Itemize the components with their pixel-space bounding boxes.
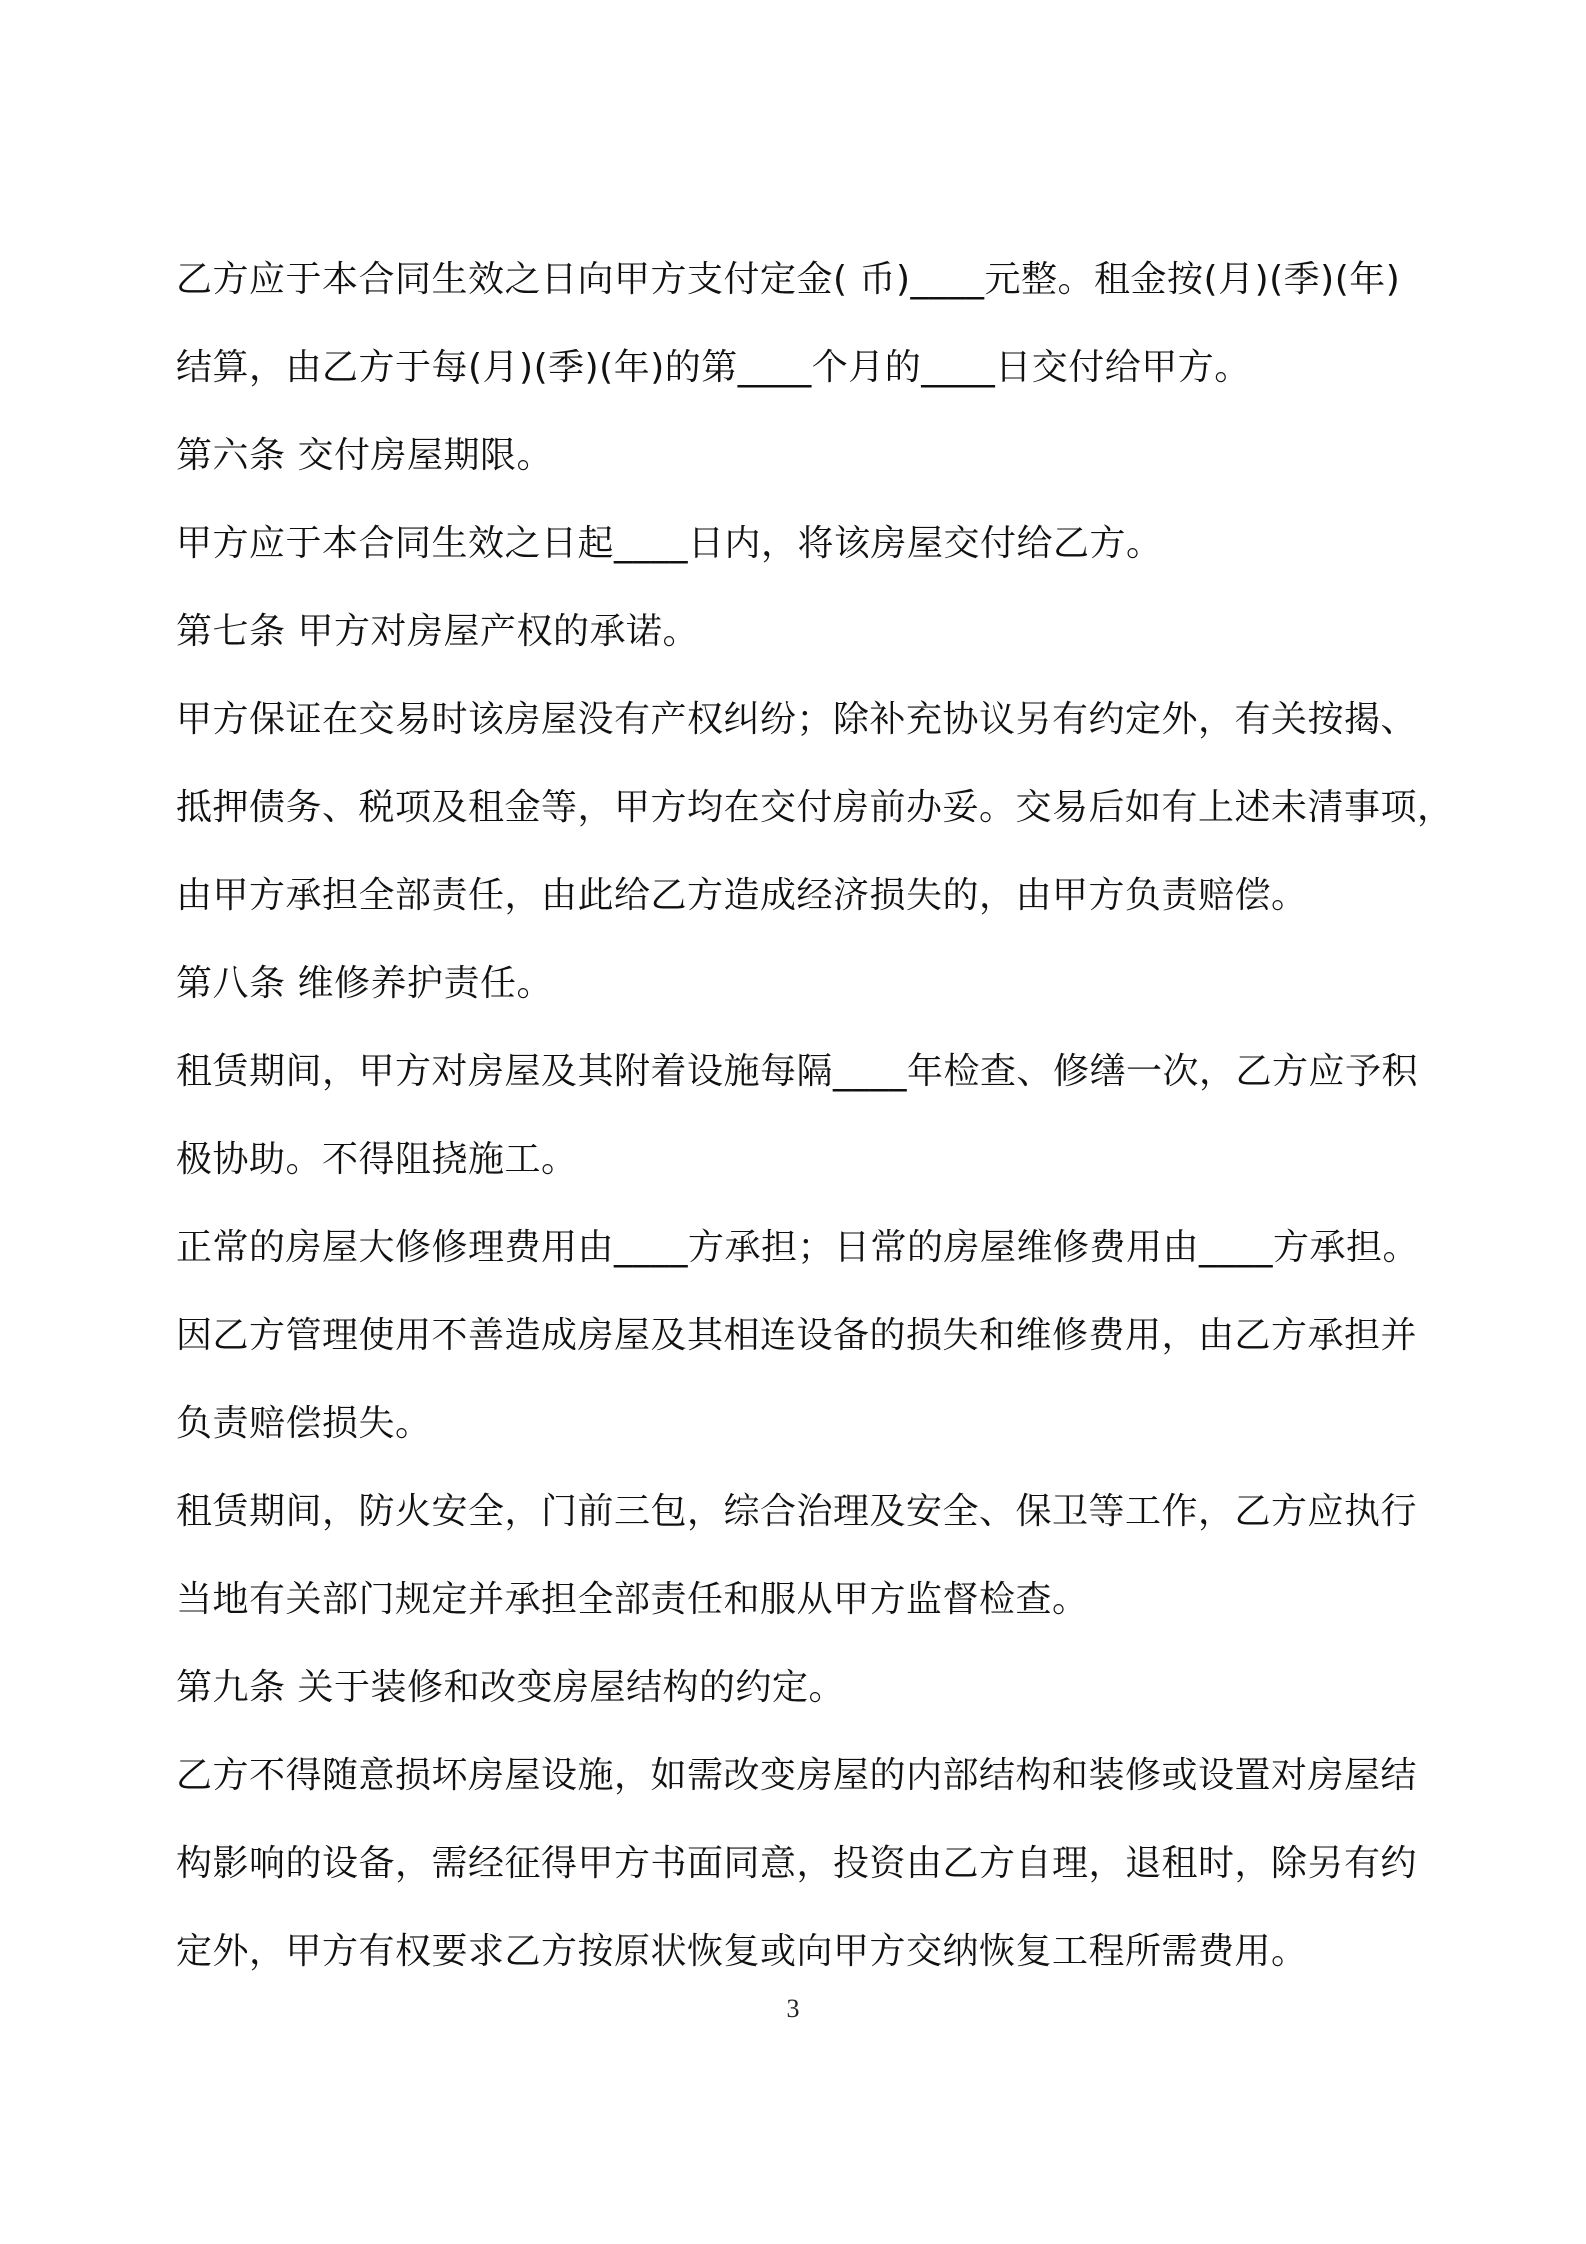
- paragraph-line: 租赁期间，甲方对房屋及其附着设施每隔____年检查、修缮一次，乙方应予积: [176, 1051, 1419, 1092]
- section-heading: 第九条 关于装修和改变房屋结构的约定。: [176, 1667, 845, 1708]
- section-heading: 第八条 维修养护责任。: [176, 963, 553, 1004]
- section-heading: 第七条 甲方对房屋产权的承诺。: [176, 611, 699, 652]
- paragraph-line: 当地有关部门规定并承担全部责任和服从甲方监督检查。: [176, 1579, 1089, 1620]
- paragraph-line: 负责赔偿损失。: [176, 1403, 432, 1444]
- document-body: [176, 236, 1466, 1996]
- paragraph-line: 因乙方管理使用不善造成房屋及其相连设备的损失和维修费用，由乙方承担并: [176, 1315, 1418, 1356]
- paragraph-line: 租赁期间，防火安全，门前三包，综合治理及安全、保卫等工作，乙方应执行: [176, 1491, 1418, 1532]
- paragraph-line: 构影响的设备，需经征得甲方书面同意，投资由乙方自理，退租时，除另有约: [176, 1843, 1418, 1884]
- paragraph-line: 正常的房屋大修修理费用由____方承担；日常的房屋维修费用由____方承担。: [176, 1227, 1420, 1268]
- paragraph-line: 乙方不得随意损坏房屋设施，如需改变房屋的内部结构和装修或设置对房屋结: [176, 1755, 1418, 1796]
- paragraph-line: 甲方应于本合同生效之日起____日内，将该房屋交付给乙方。: [176, 523, 1163, 564]
- paragraph-line: 定外，甲方有权要求乙方按原状恢复或向甲方交纳恢复工程所需费用。: [176, 1931, 1308, 1972]
- paragraph-line: 极协助。不得阻挠施工。: [176, 1139, 578, 1180]
- page-number: 3: [786, 1994, 800, 2023]
- paragraph-line: 抵押债务、税项及租金等，甲方均在交付房前办妥。交易后如有上述未清事项，: [176, 787, 1454, 828]
- section-heading: 第六条 交付房屋期限。: [176, 435, 553, 476]
- paragraph-line: 乙方应于本合同生效之日向甲方支付定金( 币)____元整。租金按(月)(季)(年): [176, 259, 1401, 300]
- paragraph-line: 甲方保证在交易时该房屋没有产权纠纷；除补充协议另有约定外，有关按揭、: [176, 699, 1418, 740]
- paragraph-line: 结算，由乙方于每(月)(季)(年)的第____个月的____日交付给甲方。: [176, 347, 1251, 388]
- paragraph-line: 由甲方承担全部责任，由此给乙方造成经济损失的，由甲方负责赔偿。: [176, 875, 1308, 916]
